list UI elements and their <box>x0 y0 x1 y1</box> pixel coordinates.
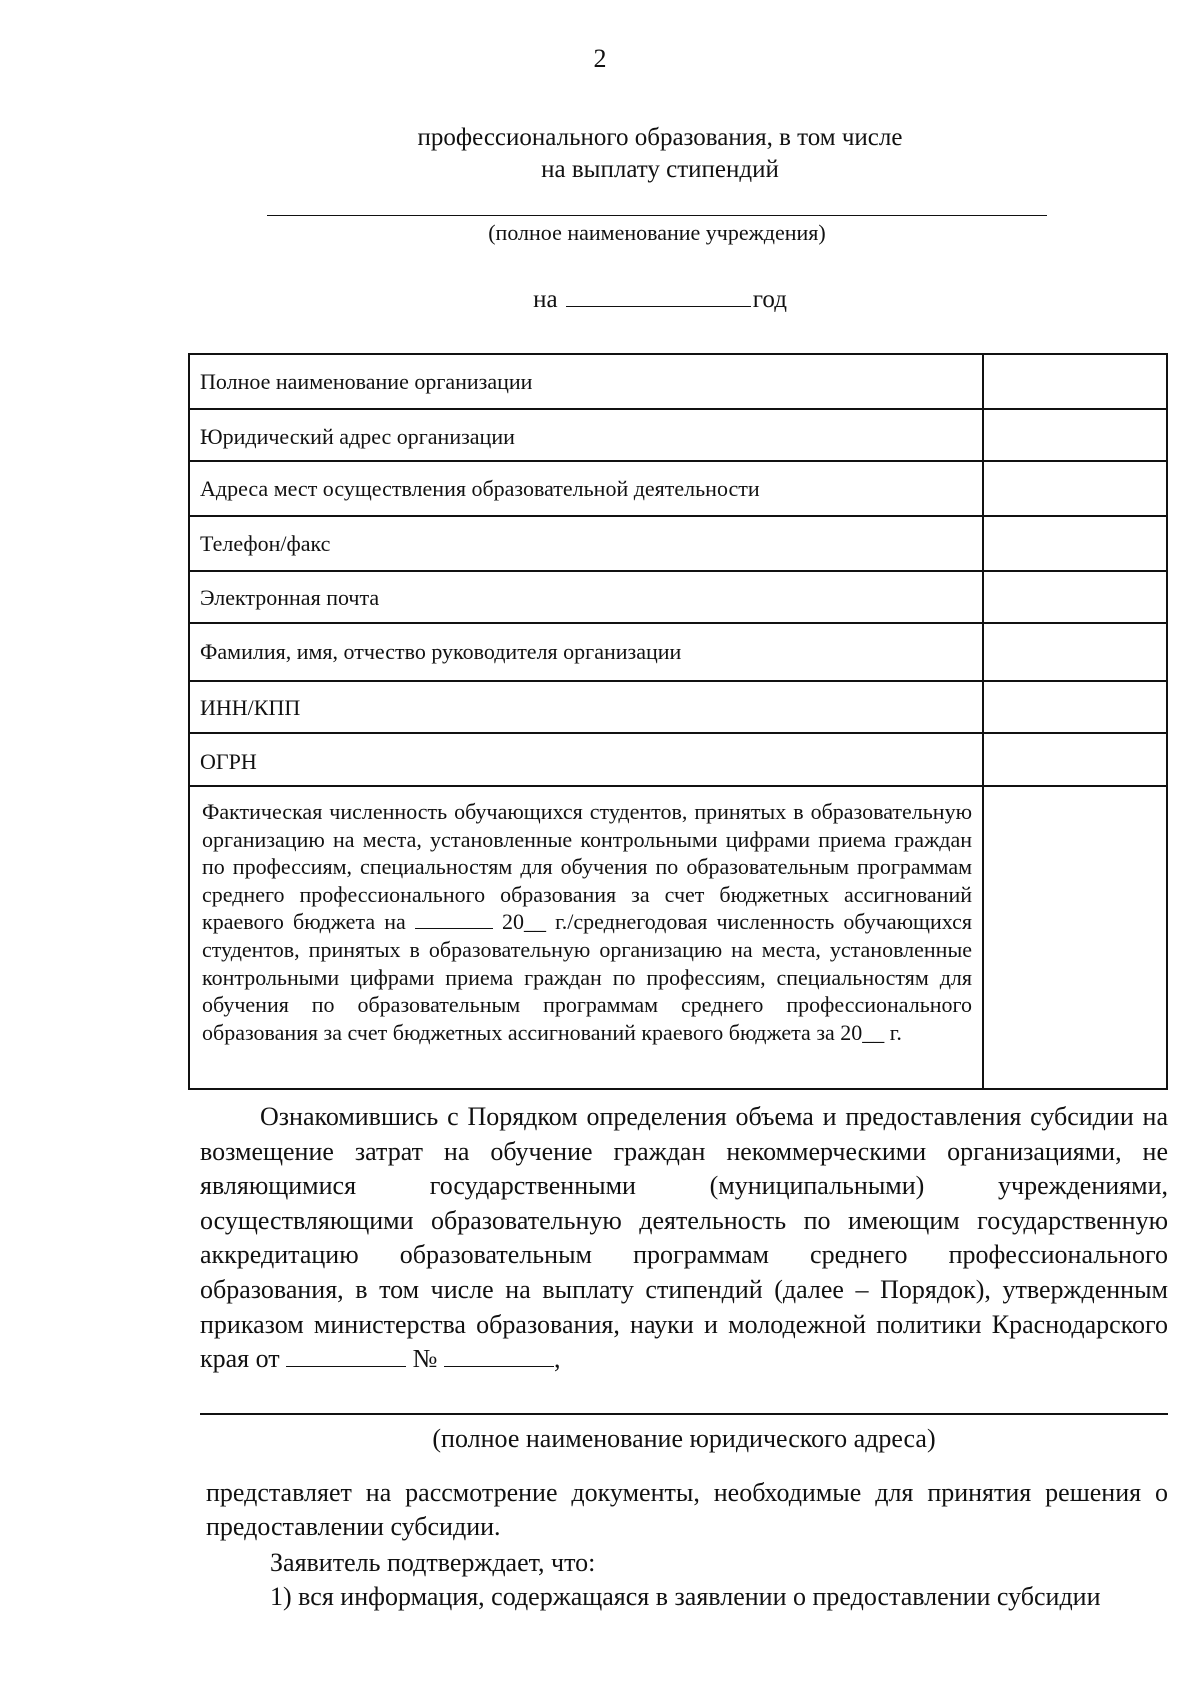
table-row-divider <box>188 680 1168 682</box>
row-label-inn-kpp: ИНН/КПП <box>200 695 301 720</box>
row-value-phone-fax[interactable] <box>986 519 1164 568</box>
confirmation-item-1: 1) вся информация, содержащаяся в заявлении о предоставлении субсидии <box>270 1582 1101 1611</box>
row-label-director-name: Фамилия, имя, отчество руководителя организации <box>200 639 682 664</box>
year-suffix: год <box>752 286 787 313</box>
table-column-divider <box>982 353 984 1090</box>
heading-line-2: на выплату стипендий <box>541 156 779 183</box>
submit-paragraph: представляет на рассмотрение документы, необходимые для принятия решения о предоставлении субсидии. <box>206 1478 1168 1541</box>
table-row-divider <box>188 785 1168 787</box>
row-value-student-count[interactable] <box>986 789 1164 1086</box>
row-label-student-count <box>202 798 972 1046</box>
table-border-bottom <box>188 1088 1168 1090</box>
row-label-activity-addresses: Адреса мест осуществления образовательной деятельности <box>200 476 760 501</box>
table-row-divider <box>188 622 1168 624</box>
agreement-paragraph <box>200 1100 1168 1377</box>
table-row-divider <box>188 732 1168 734</box>
legal-address-blank[interactable] <box>200 1413 1168 1415</box>
row-label-ogrn: ОГРН <box>200 749 257 774</box>
row-value-director-name[interactable] <box>986 626 1164 678</box>
order-date-blank[interactable] <box>286 1342 406 1367</box>
applicant-confirms-line: Заявитель подтверждает, что: <box>270 1548 596 1577</box>
table-row-divider <box>188 570 1168 572</box>
table-row-divider <box>188 515 1168 517</box>
table-row-divider <box>188 408 1168 410</box>
student-count-year-blank[interactable] <box>415 908 493 929</box>
row-value-activity-addresses[interactable] <box>986 464 1164 513</box>
number-sign: № <box>412 1344 438 1374</box>
agreement-comma: , <box>553 1344 561 1374</box>
student-count-text-part-2: 20__ г./среднегодовая численность обучающихся студентов, принятых в образовательную организацию на места, установленные контрольными цифрами приема граждан по профессиям, специальностям для обучения по образовательным программам среднего профессионального образования за счет бюджетных ассигнований краевого бюджета за 20__ г. <box>202 909 973 1045</box>
row-value-email[interactable] <box>986 574 1164 620</box>
row-value-inn-kpp[interactable] <box>986 684 1164 730</box>
table-border-top <box>188 353 1168 355</box>
student-count-text-part-1: Фактическая численность обучающихся студентов, принятых в образовательную организацию на места, установленные контрольными цифрами приема граждан по профессиям, специальностям для обучения по образовательным программам среднего профессионального образования за счет бюджетных ассигнований краевого бюджета на <box>202 799 972 935</box>
row-value-full-name[interactable] <box>986 357 1164 406</box>
row-label-email: Электронная почта <box>200 585 380 610</box>
order-number-blank[interactable] <box>444 1342 554 1367</box>
agreement-text: Ознакомившись с Порядком определения объема и предоставления субсидии на возмещение затрат на обучение граждан некоммерческими организациями, не являющимися государственными (муниципальными) учреждениями, осуществляющими образовательную деятельность по имеющим государственную аккредитацию образовательным программам среднего профессионального образования, в том числе на выплату стипендий (далее – Порядок), утвержденным приказом министерства образования, науки и молодежной политики Краснодарского края от <box>200 1102 1168 1374</box>
legal-address-caption: (полное наименование юридического адреса) <box>432 1424 936 1453</box>
table-border-right <box>1166 353 1168 1090</box>
institution-caption: (полное наименование учреждения) <box>488 220 826 245</box>
row-label-phone-fax: Телефон/факс <box>200 531 331 556</box>
row-value-legal-address[interactable] <box>986 412 1164 458</box>
heading-line-1: профессионального образования, в том числе <box>417 124 903 151</box>
page-number: 2 <box>593 44 607 73</box>
year-row <box>0 284 1200 314</box>
institution-name-blank[interactable] <box>267 215 1047 216</box>
table-row-divider <box>188 460 1168 462</box>
row-label-legal-address: Юридический адрес организации <box>200 424 515 449</box>
table-border-left <box>188 353 190 1090</box>
year-blank[interactable] <box>566 284 751 307</box>
row-label-full-name: Полное наименование организации <box>200 369 533 394</box>
year-prefix: на <box>533 286 558 313</box>
row-value-ogrn[interactable] <box>986 736 1164 783</box>
